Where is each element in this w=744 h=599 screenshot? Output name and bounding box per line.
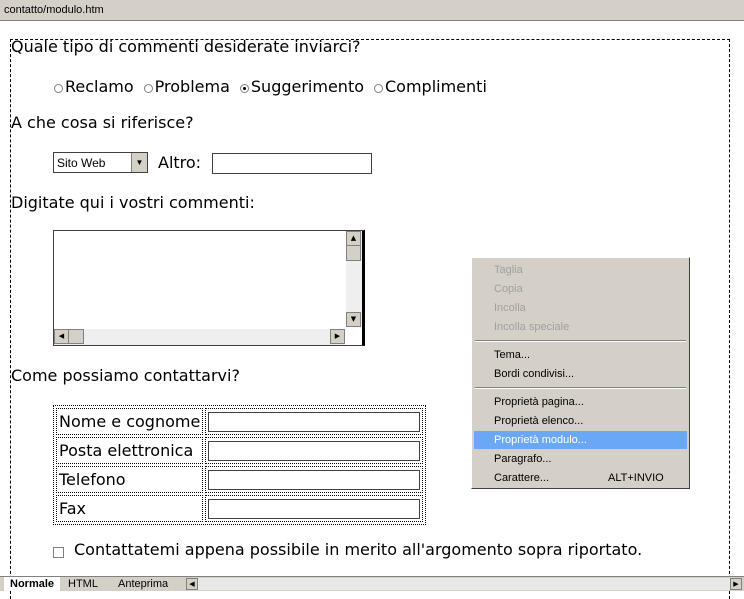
context-menu	[471, 257, 690, 489]
chevron-down-icon[interactable]: ▼	[131, 153, 147, 172]
menu-item-proprieta-elenco[interactable]: Proprietà elenco...	[494, 415, 584, 427]
radio-complimenti[interactable]	[374, 84, 383, 93]
field-label-phone: Telefono	[56, 466, 203, 493]
horizontal-page-scrollbar[interactable]	[186, 578, 742, 590]
radio-label-complimenti: Complimenti	[385, 77, 487, 96]
table-row	[56, 495, 423, 522]
field-label-name: Nome e cognome	[56, 408, 203, 435]
phone-input[interactable]	[208, 470, 420, 490]
scroll-right-icon[interactable]: ▶	[730, 578, 742, 590]
question-subject: A che cosa si riferisce?	[11, 113, 194, 132]
menu-item-carattere-label: Carattere...	[494, 472, 550, 484]
scroll-left-icon[interactable]: ◀	[186, 578, 198, 590]
table-row	[56, 437, 423, 464]
email-input[interactable]	[208, 441, 420, 461]
menu-item-bordi-condivisi[interactable]: Bordi condivisi...	[494, 368, 575, 380]
table-row	[56, 466, 423, 493]
fax-input[interactable]	[208, 499, 420, 519]
menu-item-paragrafo[interactable]: Paragrafo...	[494, 453, 552, 465]
menu-item-incolla[interactable]: Incolla	[494, 302, 526, 314]
altro-label: Altro:	[158, 153, 202, 172]
scroll-down-icon[interactable]: ▼	[346, 312, 361, 327]
subject-select-value: Sito Web	[57, 156, 106, 170]
menu-item-tema[interactable]: Tema...	[494, 349, 531, 361]
document-path: contatto/modulo.htm	[4, 4, 104, 16]
radio-label-problema: Problema	[154, 77, 230, 96]
scroll-right-icon[interactable]: ▶	[330, 329, 345, 344]
document-path-bar	[0, 0, 744, 21]
table-row	[56, 408, 423, 435]
radio-label-reclamo: Reclamo	[65, 77, 134, 96]
subject-select[interactable]	[53, 152, 148, 173]
question-comments: Digitate qui i vostri commenti:	[11, 193, 255, 212]
altro-input[interactable]	[212, 153, 372, 174]
contact-me-label: Contattatemi appena possibile in merito all'argomento sopra riportato.	[74, 540, 643, 559]
tab-normale[interactable]: Normale	[4, 577, 60, 591]
radio-problema[interactable]	[144, 84, 153, 93]
contact-me-row	[53, 540, 642, 559]
comment-type-radio-group	[54, 77, 497, 96]
menu-item-taglia[interactable]: Taglia	[494, 264, 523, 276]
scroll-left-icon[interactable]: ◀	[54, 329, 69, 344]
scroll-thumb-horizontal[interactable]	[68, 329, 84, 344]
textarea-vertical-scrollbar[interactable]	[346, 231, 362, 327]
menu-item-proprieta-modulo[interactable]: Proprietà modulo...	[474, 431, 687, 449]
radio-reclamo[interactable]	[54, 84, 63, 93]
menu-item-copia[interactable]: Copia	[494, 283, 523, 295]
view-tab-bar	[0, 576, 744, 591]
contact-table	[53, 405, 426, 525]
name-input[interactable]	[208, 412, 420, 432]
menu-item-shortcut: ALT+INVIO	[608, 472, 664, 484]
tab-html[interactable]: HTML	[68, 578, 98, 590]
field-label-fax: Fax	[56, 495, 203, 522]
scroll-thumb[interactable]	[346, 245, 361, 261]
radio-suggerimento[interactable]	[240, 84, 249, 93]
tab-anteprima[interactable]: Anteprima	[118, 578, 169, 590]
comments-textarea[interactable]	[53, 230, 365, 346]
menu-separator	[475, 387, 686, 389]
question-comment-type: Quale tipo di commenti desiderate inviarci?	[11, 37, 361, 56]
field-label-email: Posta elettronica	[56, 437, 203, 464]
textarea-horizontal-scrollbar[interactable]	[54, 329, 345, 345]
menu-item-incolla-speciale[interactable]: Incolla speciale	[494, 321, 570, 333]
menu-item-proprieta-pagina[interactable]: Proprietà pagina...	[494, 396, 584, 408]
menu-item-carattere[interactable]	[474, 469, 687, 487]
radio-label-suggerimento: Suggerimento	[250, 77, 364, 96]
scroll-up-icon[interactable]: ▲	[346, 231, 361, 246]
contact-me-checkbox[interactable]	[53, 547, 64, 558]
menu-separator	[475, 340, 686, 342]
question-contact: Come possiamo contattarvi?	[11, 366, 240, 385]
